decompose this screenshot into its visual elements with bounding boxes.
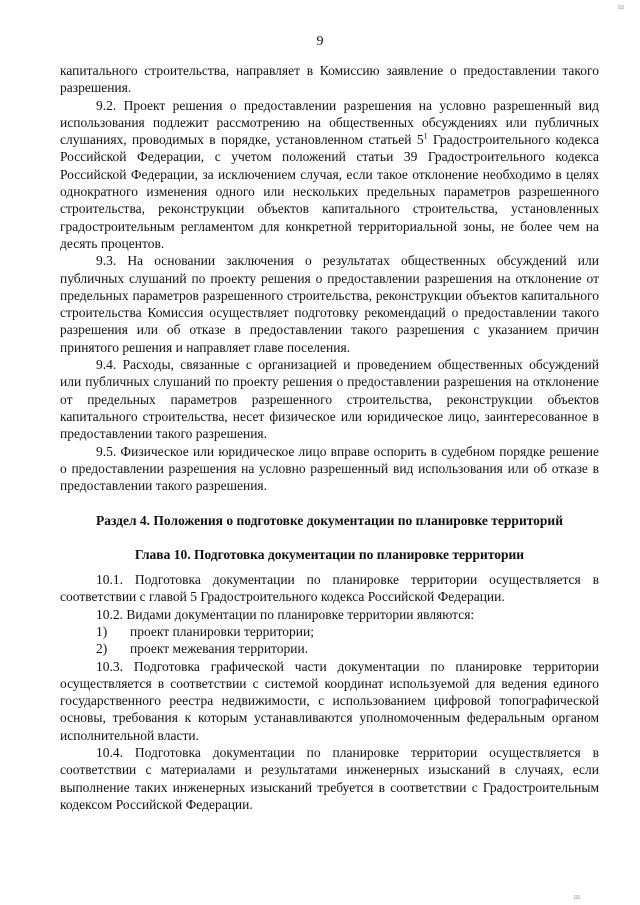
paragraph-9-4: 9.4. Расходы, связанные с организацией и проведением общественных обсуждений или публичных слушаний по проекту решения о предоставлении разрешения на отклонение от предельных параметров разрешенного строительства, реконструкции объектов капитального строительства, несет физическое или юридическое лицо, заинтересованное в предоставлении такого разрешения.	[60, 357, 599, 442]
scan-mark-top: ш	[617, 2, 624, 11]
list-item-text: проект межевания территории.	[130, 641, 309, 657]
section-heading: Раздел 4. Положения о подготовке документации по планировке территорий	[95, 513, 563, 529]
superscript: 1	[423, 131, 428, 141]
paragraph-9-3: 9.3. На основании заключения о результатах общественных обсуждений или публичных слушаний по проекту решения о предоставлении разрешения на отклонение от предельных параметров разрешенного строительства, реконструкции объектов капитального строительства Комиссия осуществляет подготовку рекомендаций о предоставлении такого разрешения или об отказе в предоставлении такого разрешения с указанием причин принятого решения и направляет главе поселения.	[60, 253, 599, 355]
paragraph-9-2-part2: Градостроительного кодекса Российской Федерации, с учетом положений статьи 39 Градостроительного кодекса Российской Федерации, за исключением случая, если такое отклонение необходимо в целях однократного изменения одного или нескольких предельных параметров разрешенного строительства, реконструкции объектов капитального строительства, установленных градостроительным регламентом для конкретной территориальной зоны, не более чем на десять процентов.	[60, 132, 599, 251]
paragraph-9-5: 9.5. Физическое или юридическое лицо вправе оспорить в судебном порядке решение о предоставлении разрешения на условно разрешенный вид использования или об отказе в предоставлении такого разрешения.	[60, 443, 599, 494]
paragraph-continuation: капитального строительства, направляет в Комиссию заявление о предоставлении такого разрешения.	[60, 63, 599, 96]
document-body	[60, 62, 599, 813]
paragraph-9-2-part1: 9.2. Проект решения о предоставлении разрешения на условно разрешенный вид использования подлежит рассмотрению на общественных обсуждениях или публичных слушаниях, проводимых в порядке, установленном статьей 5	[60, 97, 599, 148]
paragraph-10-3: 10.3. Подготовка графической части документации по планировке территории осуществляется в соответствии с системой координат используемой для ведения единого государственного реестра недвижимости, с использованием цифровой топографической основы, требования к которым устанавливаются уполномоченным федеральным органом исполнительной власти.	[60, 658, 599, 743]
list-item-number: 1)	[96, 623, 108, 639]
chapter-heading: Глава 10. Подготовка документации по планировке территории	[134, 546, 525, 562]
list-item-text: проект планировки территории;	[130, 623, 315, 639]
list-item-number: 2)	[96, 641, 108, 657]
list-item	[60, 623, 599, 640]
paragraph-9-2	[60, 97, 599, 253]
paragraph-10-2: 10.2. Видами документации по планировке территории являются:	[96, 606, 475, 622]
scan-mark-bottom: ш	[573, 892, 580, 901]
paragraph-10-1: 10.1. Подготовка документации по планировке территории осуществляется в соответствии с главой 5 Градостроительного кодекса Российской Федерации.	[60, 572, 599, 605]
page-number: 9	[316, 34, 324, 49]
paragraph-10-4: 10.4. Подготовка документации по планировке территории осуществляется в соответствии с материалами и результатами инженерных изысканий в случаях, если выполнение таких инженерных изысканий требуется в соответствии с Градостроительным кодексом Российской Федерации.	[60, 744, 599, 812]
list-item	[60, 640, 599, 657]
